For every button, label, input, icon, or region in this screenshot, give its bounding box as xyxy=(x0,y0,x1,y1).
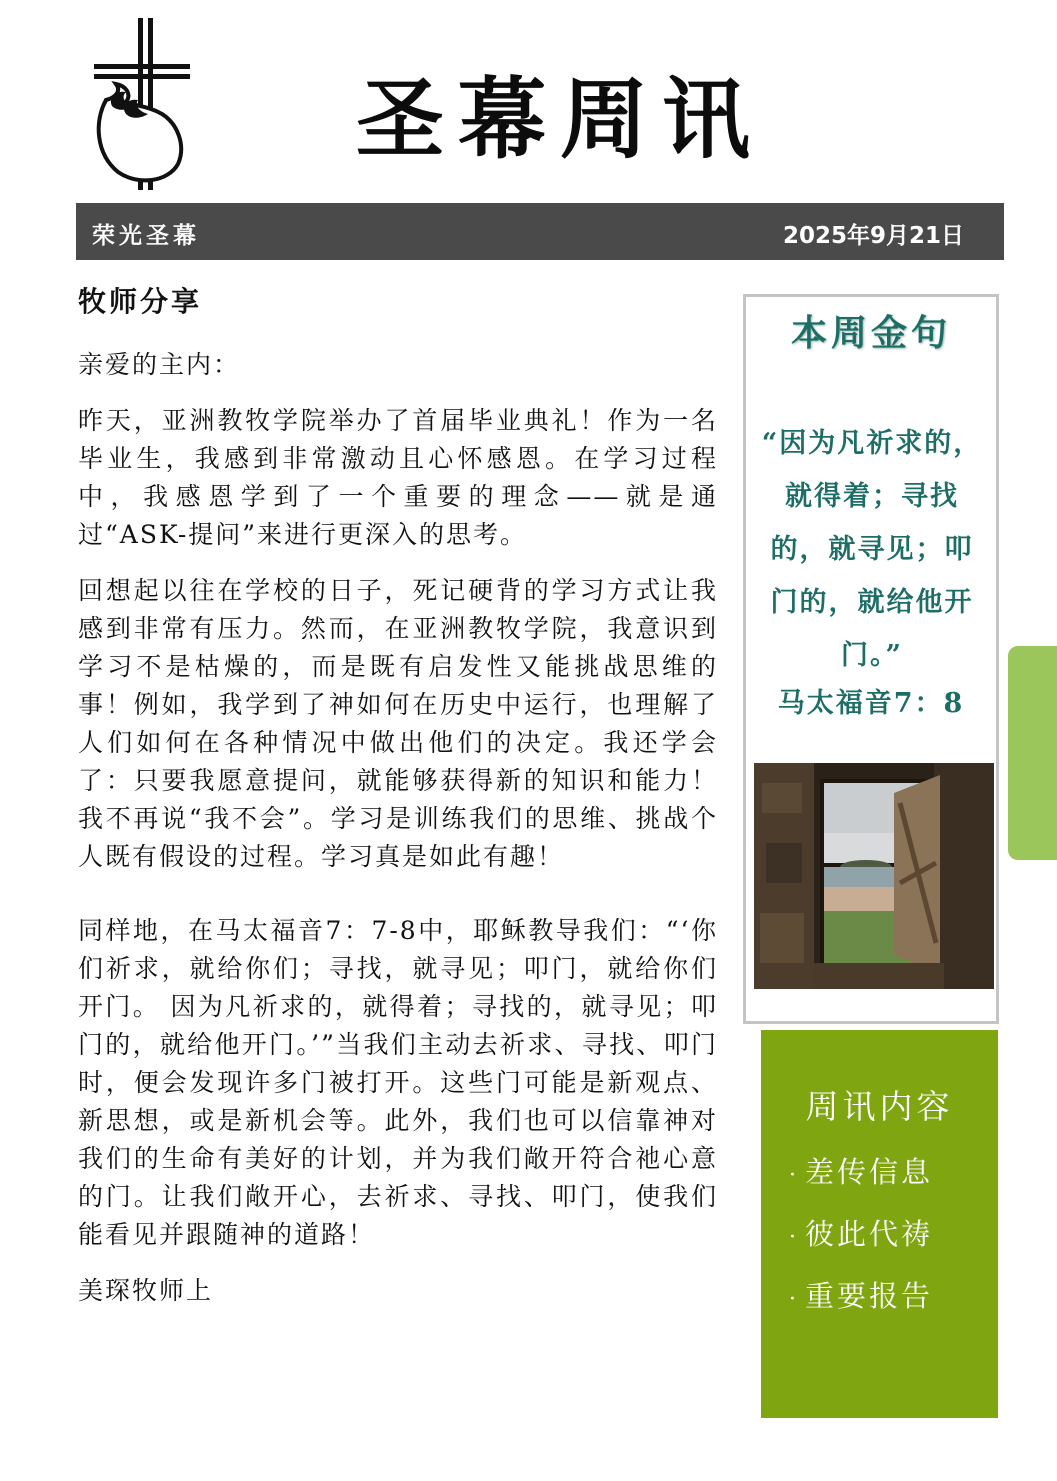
newsletter-title: 圣幕周讯 xyxy=(355,68,764,171)
pastor-share-article xyxy=(78,280,718,1328)
contents-item: · 彼此代祷 xyxy=(789,1217,934,1251)
greeting: 亲爱的主内： xyxy=(78,350,241,379)
article-paragraph: 昨天，亚洲教牧学院举办了首届毕业典礼！作为一名毕业生，我感到非常激动且心怀感恩。在学习过程中，我感恩学到了一个重要的理念——就是通过“ASK-提问”来进行更深入的思考。 xyxy=(78,406,718,549)
bullet-icon: · xyxy=(789,1287,799,1312)
section-title: 牧师分享 xyxy=(78,285,203,318)
signature: 美琛牧师上 xyxy=(78,1276,214,1305)
org-name: 荣光圣幕 xyxy=(92,223,200,249)
golden-verse-text: “因为凡祈求的，就得着；寻找的，就寻见；叩门的，就给他开门。” xyxy=(761,428,983,671)
contents-item: · 重要报告 xyxy=(789,1279,934,1313)
contents-heading: 周讯内容 xyxy=(805,1087,954,1126)
issue-date: 2025年9月21日 xyxy=(782,223,964,249)
contents-item: · 差传信息 xyxy=(789,1155,934,1189)
cross-flame-icon xyxy=(86,14,196,194)
side-tab xyxy=(1008,646,1057,860)
golden-verse-box xyxy=(743,294,999,1024)
bullet-icon: · xyxy=(789,1225,799,1250)
golden-verse-heading: 本周金句 xyxy=(790,312,951,354)
header-bar xyxy=(76,203,1004,260)
church-logo xyxy=(86,14,196,194)
golden-verse-reference: 马太福音7：8 xyxy=(777,688,965,719)
article-paragraph: 回想起以往在学校的日子，死记硬背的学习方式让我感到非常有压力。然而，在亚洲教牧学院，我意识到学习不是枯燥的，而是既有启发性又能挑战思维的事！例如，我学到了神如何在历史中运行，也理解了人们如何在各种情况中做出他们的决定。我还学会了：只要我愿意提问，就能够获得新的知识和能力！我不再说“我不会”。学习是训练我们的思维、挑战个人既有假设的过程。学习真是如此有趣！ xyxy=(78,576,718,871)
article-paragraph: 同样地，在马太福音7：7-8中，耶稣教导我们：“‘你们祈求，就给你们；寻找，就寻见；叩门，就给你们开门。 因为凡祈求的，就得着；寻找的，就寻见；叩门的，就给他开门。’”当我们主动去祈求、寻找、叩门时，便会发现许多门被打开。这些门可能是新观点、新思想，或是新机会等。此外，我们也可以信靠神对我们的生命有美好的计划，并为我们敞开符合祂心意的门。让我们敞开心，去祈求、寻找、叩门，使我们能看见并跟随神的道路！ xyxy=(78,916,718,1249)
open-door-photo xyxy=(754,763,994,989)
contents-box xyxy=(761,1030,998,1418)
bullet-icon: · xyxy=(789,1163,799,1188)
